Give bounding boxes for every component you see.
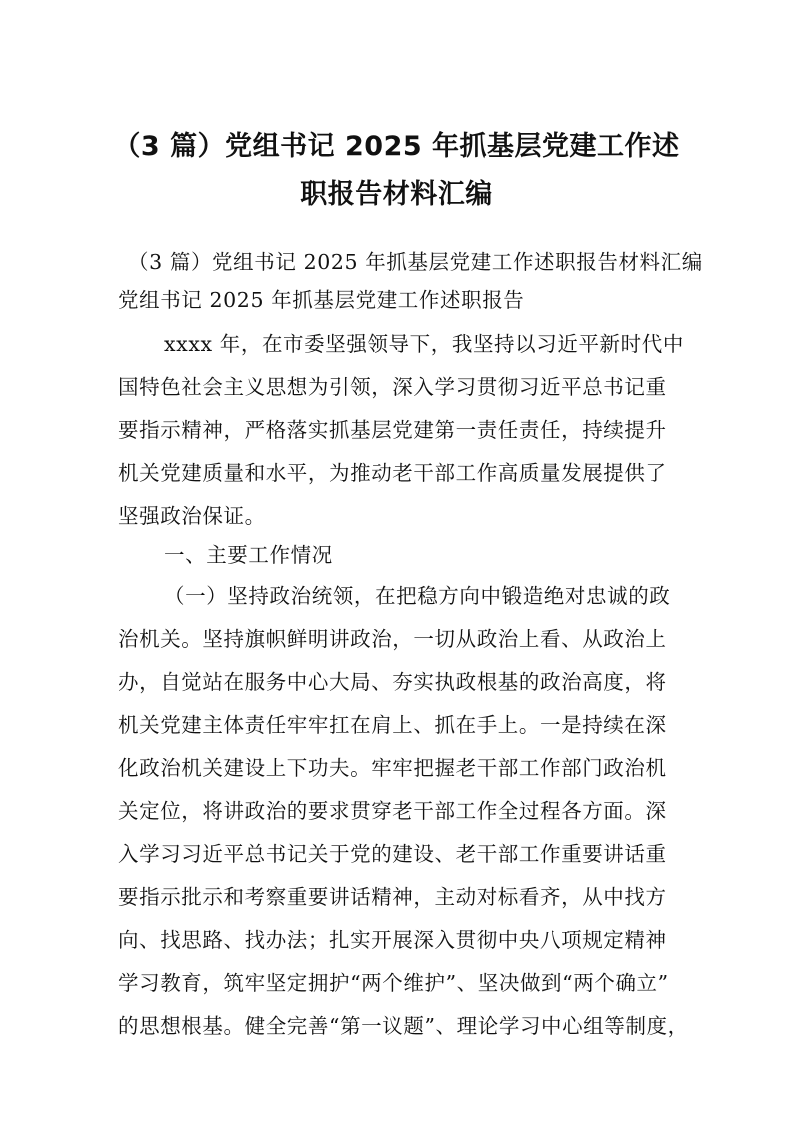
report-heading: 党组书记 2025 年抓基层党建工作述职报告 xyxy=(118,288,525,312)
body-line: 关定位，将讲政治的要求贯穿老干部工作全过程各方面。深 xyxy=(118,799,667,823)
body-line: 向、找思路、找办法；扎实开展深入贯彻中央八项规定精神 xyxy=(118,928,667,952)
body-line: 要指示批示和考察重要讲话精神，主动对标看齐，从中找方 xyxy=(118,885,667,909)
body-line: （一）坚持政治统领，在把稳方向中锻造绝对忠诚的政 xyxy=(164,584,671,608)
document-title-line-2: 职报告材料汇编 xyxy=(300,179,493,210)
subtitle-line: （3 篇）党组书记 2025 年抓基层党建工作述职报告材料汇编 xyxy=(128,250,703,274)
body-line: 学习教育，筑牢坚定拥护“两个维护”、坚决做到“两个确立” xyxy=(118,971,669,995)
body-line: 化政治机关建设上下功夫。牢牢把握老干部工作部门政治机 xyxy=(118,756,667,780)
body-line: 治机关。坚持旗帜鲜明讲政治，一切从政治上看、从政治上 xyxy=(118,627,667,651)
body-line: xxxx 年，在市委坚强领导下，我坚持以习近平新时代中 xyxy=(164,332,684,356)
body-line: 入学习习近平总书记关于党的建设、老干部工作重要讲话重 xyxy=(118,842,667,866)
body-line: 的思想根基。健全完善“第一议题”、理论学习中心组等制度， xyxy=(118,1014,689,1038)
body-line: 机关党建质量和水平，为推动老干部工作高质量发展提供了 xyxy=(118,461,667,485)
body-line: 办，自觉站在服务中心大局、夯实执政根基的政治高度，将 xyxy=(118,670,667,694)
section-heading: 一、主要工作情况 xyxy=(164,543,333,567)
body-line: 坚强政治保证。 xyxy=(118,504,266,528)
document-title-line-1: （3 篇）党组书记 2025 年抓基层党建工作述 xyxy=(113,131,680,162)
body-line: 要指示精神，严格落实抓基层党建第一责任责任，持续提升 xyxy=(118,418,667,442)
body-line: 机关党建主体责任牢牢扛在肩上、抓在手上。一是持续在深 xyxy=(118,713,667,737)
body-line: 国特色社会主义思想为引领，深入学习贯彻习近平总书记重 xyxy=(118,375,667,399)
